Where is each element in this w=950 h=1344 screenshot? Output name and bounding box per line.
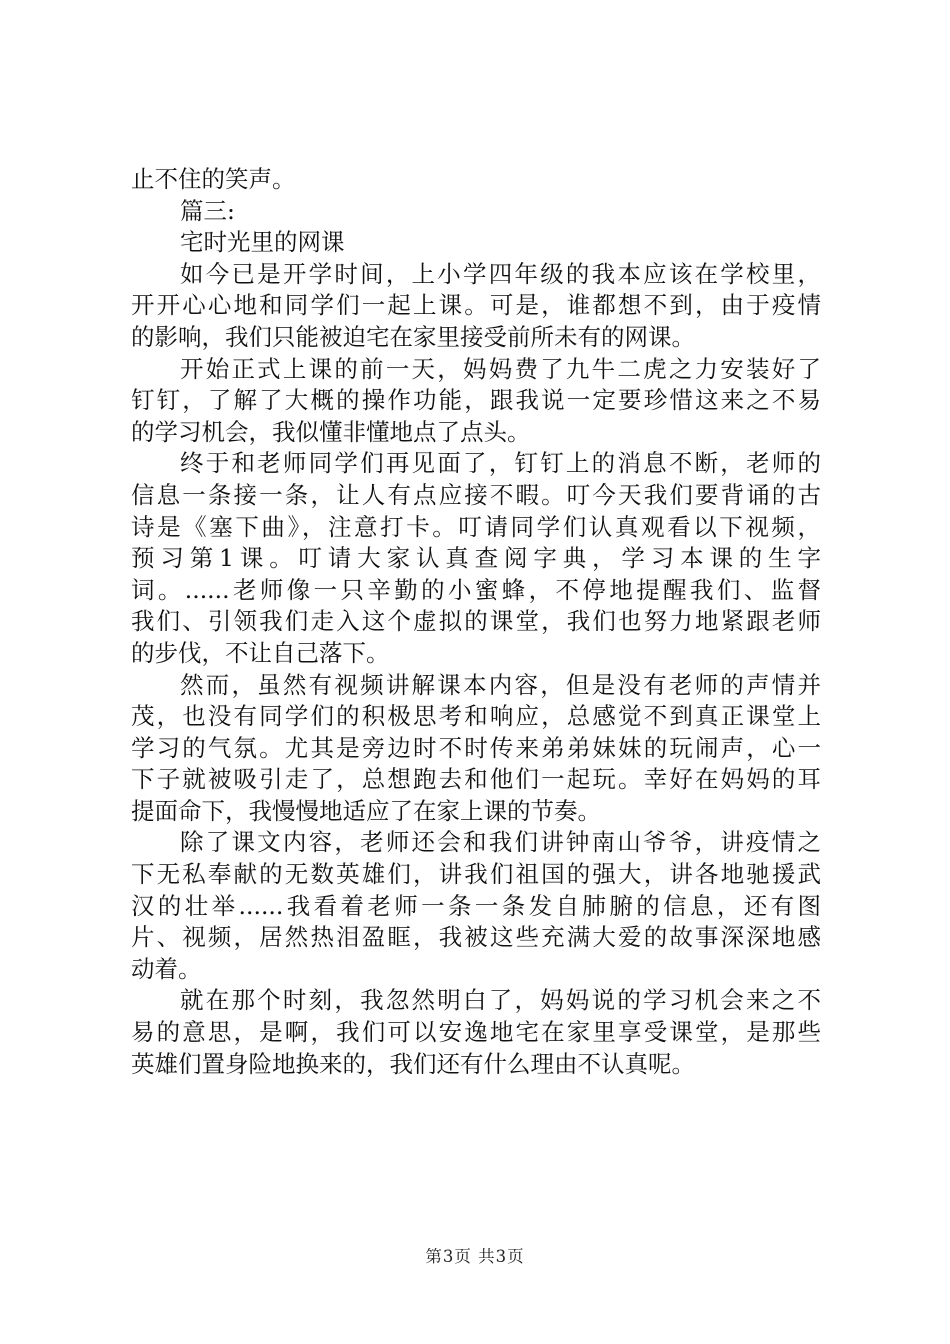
- text-line: 开始正式上课的前一天，妈妈费了九牛二虎之力安装好了: [180, 354, 821, 383]
- text-line: 提面命下，我慢慢地适应了在家上课的节奏。: [131, 796, 601, 825]
- text-line: 汉的壮举......我看着老师一条一条发自肺腑的信息，还有图: [131, 891, 821, 920]
- text-line: 止不住的笑声。: [131, 165, 296, 193]
- text-line: 易的意思，是啊，我们可以安逸地宅在家里享受课堂，是那些: [131, 1018, 821, 1047]
- text-line: 开开心心地和同学们一起上课。可是，谁都想不到，由于疫情: [131, 291, 821, 320]
- text-line: 的影响，我们只能被迫宅在家里接受前所未有的网课。: [131, 322, 695, 351]
- text-line: 预习第1课。叮请大家认真查阅字典，学习本课的生字: [131, 544, 821, 573]
- text-line: 片、视频，居然热泪盈眶，我被这些充满大爱的故事深深地感: [131, 923, 821, 952]
- text-line: 信息一条接一条，让人有点应接不暇。叮今天我们要背诵的古: [131, 480, 821, 509]
- text-line: 除了课文内容，老师还会和我们讲钟南山爷爷，讲疫情之: [180, 828, 821, 857]
- text-line: 宅时光里的网课: [180, 228, 345, 257]
- text-line: 下无私奉献的无数英雄们，讲我们祖国的强大，讲各地驰援武: [131, 860, 821, 889]
- text-line: 钉钉，了解了大概的操作功能，跟我说一定要珍惜这来之不易: [131, 386, 821, 415]
- text-line: 如今已是开学时间，上小学四年级的我本应该在学校里，: [180, 259, 821, 288]
- document-body: [131, 164, 821, 1080]
- text-line: 动着。: [131, 954, 202, 983]
- text-line: 我们、引领我们走入这个虚拟的课堂，我们也努力地紧跟老师: [131, 607, 821, 636]
- text-line: 词。......老师像一只辛勤的小蜜蜂，不停地提醒我们、监督: [131, 575, 821, 604]
- text-line: 茂，也没有同学们的积极思考和响应，总感觉不到真正课堂上: [131, 702, 821, 731]
- text-line: 学习的气氛。尤其是旁边时不时传来弟弟妹妹的玩闹声，心一: [131, 733, 821, 762]
- text-line: 就在那个时刻，我忽然明白了，妈妈说的学习机会来之不: [180, 986, 821, 1015]
- text-line: 然而，虽然有视频讲解课本内容，但是没有老师的声情并: [180, 670, 821, 699]
- text-line: 的学习机会，我似懂非懂地点了点头。: [131, 417, 531, 446]
- page-number-indicator: 第3页 共3页: [425, 1247, 525, 1266]
- text-line: 下子就被吸引走了，总想跑去和他们一起玩。幸好在妈妈的耳: [131, 765, 821, 794]
- text-line: 英雄们置身险地换来的，我们还有什么理由不认真呢。: [131, 1049, 695, 1078]
- text-line: 诗是《塞下曲》，注意打卡。叮请同学们认真观看以下视频，: [131, 512, 821, 541]
- text-line: 的步伐，不让自己落下。: [131, 638, 390, 667]
- text-line: 篇三:: [180, 196, 235, 225]
- text-line: 终于和老师同学们再见面了，钉钉上的消息不断，老师的: [180, 449, 821, 478]
- page-footer: [0, 1243, 950, 1267]
